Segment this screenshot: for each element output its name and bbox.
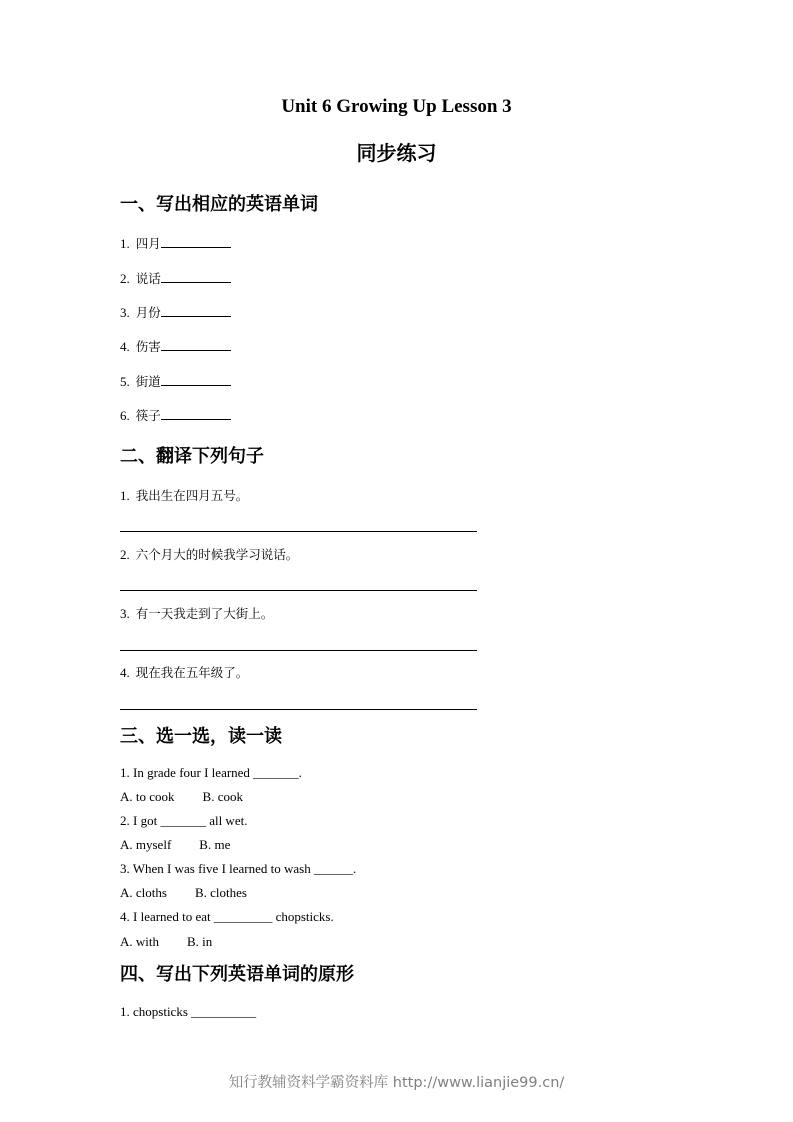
item-text: 街道 xyxy=(135,374,161,389)
section2-heading: 二、翻译下列句子 xyxy=(120,446,264,467)
item-number: 1. xyxy=(120,236,130,251)
answer-blank[interactable] xyxy=(161,408,231,420)
answer-blank[interactable] xyxy=(161,236,231,248)
item-text: 伤害 xyxy=(135,339,161,354)
mc-options xyxy=(120,885,247,901)
item-text: 四月 xyxy=(135,236,161,251)
section1-item xyxy=(120,372,231,390)
mc-question: 2. I got _______ all wet. xyxy=(120,813,248,828)
option-a[interactable]: A. myself xyxy=(120,837,172,852)
item-number: 2. xyxy=(120,271,130,286)
option-b[interactable]: B. me xyxy=(199,837,231,852)
option-a[interactable]: A. with xyxy=(120,934,159,949)
section2-item xyxy=(120,663,248,681)
page-subtitle: 同步练习 xyxy=(356,141,437,165)
item-text: 有一天我走到了大街上。 xyxy=(135,606,274,621)
answer-line[interactable] xyxy=(120,650,477,651)
section1-item xyxy=(120,337,231,355)
section4-item: 1. chopsticks __________ xyxy=(120,1004,257,1019)
section1-item xyxy=(120,234,231,252)
section1-heading: 一、写出相应的英语单词 xyxy=(120,194,318,215)
page-title: Unit 6 Growing Up Lesson 3 xyxy=(281,96,512,117)
item-text: 现在我在五年级了。 xyxy=(135,665,249,680)
section2-item xyxy=(120,545,298,563)
footer-watermark: 知行教辅资料学霸资料库 http://www.lianjie99.cn/ xyxy=(228,1075,565,1091)
section3-heading: 三、选一选，读一读 xyxy=(120,726,282,747)
mc-options xyxy=(120,837,230,853)
section2-item xyxy=(120,604,273,622)
option-a[interactable]: A. cloths xyxy=(120,885,167,900)
item-text: 说话 xyxy=(135,271,161,286)
section4-heading: 四、写出下列英语单词的原形 xyxy=(120,964,354,985)
mc-options xyxy=(120,934,212,950)
item-number: 3. xyxy=(120,606,130,621)
option-a[interactable]: A. to cook xyxy=(120,789,175,804)
answer-line[interactable] xyxy=(120,590,477,591)
item-text: 六个月大的时候我学习说话。 xyxy=(135,547,299,562)
item-number: 2. xyxy=(120,547,130,562)
item-number: 5. xyxy=(120,374,130,389)
item-number: 4. xyxy=(120,339,130,354)
section2-item xyxy=(120,486,248,504)
mc-question: 1. In grade four I learned _______. xyxy=(120,765,302,780)
item-text: 筷子 xyxy=(135,408,161,423)
item-number: 6. xyxy=(120,408,130,423)
mc-question: 3. When I was five I learned to wash ______. xyxy=(120,861,357,876)
item-text: 月份 xyxy=(135,305,161,320)
item-text: 我出生在四月五号。 xyxy=(135,488,249,503)
answer-line[interactable] xyxy=(120,531,477,532)
answer-blank[interactable] xyxy=(161,374,231,386)
answer-blank[interactable] xyxy=(161,305,231,317)
answer-line[interactable] xyxy=(120,709,477,710)
answer-blank[interactable] xyxy=(161,339,231,351)
item-number: 4. xyxy=(120,665,130,680)
mc-question: 4. I learned to eat _________ chopsticks. xyxy=(120,909,334,924)
item-number: 3. xyxy=(120,305,130,320)
option-b[interactable]: B. cook xyxy=(202,789,243,804)
option-b[interactable]: B. clothes xyxy=(194,885,247,900)
mc-options xyxy=(120,789,243,805)
answer-blank[interactable] xyxy=(161,271,231,283)
section1-item xyxy=(120,406,231,424)
item-number: 1. xyxy=(120,488,130,503)
section1-item xyxy=(120,269,231,287)
section1-item xyxy=(120,303,231,321)
option-b[interactable]: B. in xyxy=(187,934,213,949)
